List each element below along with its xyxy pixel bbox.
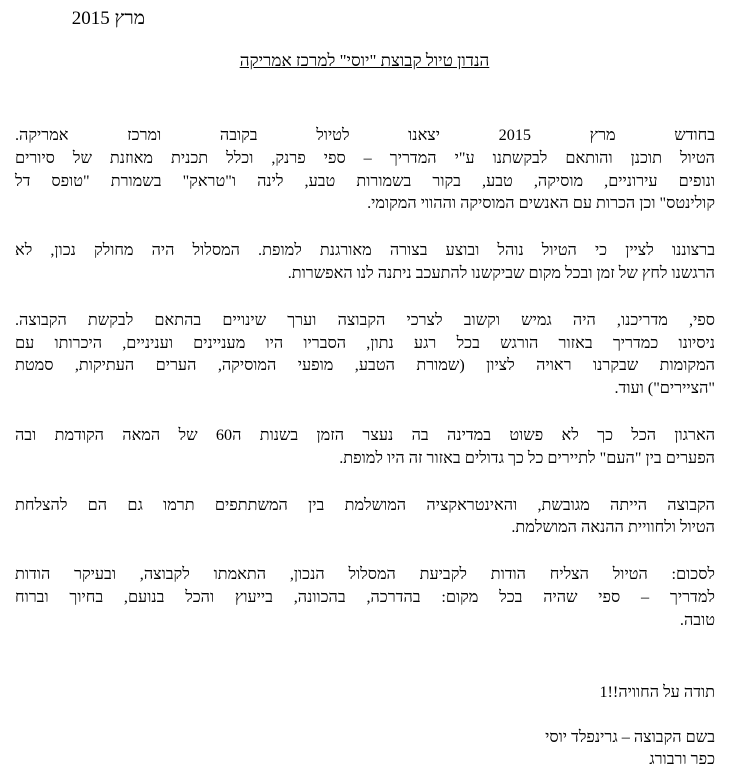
paragraph-line: קולינטס" וכן הכרות עם האנשים המוסיקה וההווי המקומי. (367, 194, 715, 213)
signature-name: בשם הקבוצה – גרינפלד יוסי (545, 728, 715, 746)
letter-subject: הנדון טיול קבוצת "יוסי" למרכז אמריקה (239, 51, 490, 70)
paragraph-line: הטיול ולחוויית ההנאה המושלמת. (511, 518, 715, 537)
paragraph-line: הטיול תוכנן והותאם לבקשתנו ע"י המדריך – ספי פרנק, וכלל תכנית מאוזנת של סיורים (15, 148, 715, 167)
letter-date: מרץ 2015 (71, 8, 145, 29)
paragraph-line: למדריך – ספי שהיה בכל מקום: בהדרכה, בהכוונה, בייעוץ והכל בנועם, בחיוך וברוח (15, 587, 715, 606)
signature-place: כפר ורבורג (649, 750, 715, 768)
paragraph-line: המקומות שבקרנו ראויה לציון (שמורת הטבע, מופעי המוסיקה, הערים העתיקות, סמטת (15, 356, 715, 375)
paragraph-line: "הציירים") ועוד. (614, 379, 715, 398)
paragraph-line: טובה. (679, 610, 715, 629)
letter-signature (545, 726, 715, 770)
paragraph-logistics (15, 424, 715, 470)
letter-thanks: תודה על החוויה!!1 (599, 683, 715, 701)
letter-body (15, 124, 715, 632)
paragraph-trip-intro (15, 124, 715, 215)
paragraph-line: ניסיונו כמדריך באזור הורגש בכל רגע נתון, הסבריו היו מעניינים ועניניים, היכרותו עם (15, 333, 715, 352)
paragraph-line: הקבוצה הייתה מגובשת, והאינטראקציה המושלמת בין המשתתפים תרמו גם הם להצלחת (15, 495, 715, 514)
paragraph-line: ונופים עירוניים, מוסיקה, טבע, בקור בשמורות טבע, לינה ו"טראק" בשמורת "טופס דל (15, 171, 715, 190)
paragraph-line: לסכום: הטיול הצליח הודות לקביעת המסלול הנכון, התאמתו לקבוצה, ובעיקר הודות (15, 565, 715, 584)
paragraph-line: ברצוננו לציין כי הטיול נוהל ובוצע בצורה מאורגנת למופת. המסלול היה מחולק נכון, לא (15, 241, 715, 260)
paragraph-organization (15, 239, 715, 285)
paragraph-guide (15, 309, 715, 400)
paragraph-line: ספי, מדריכנו, היה גמיש וקשוב לצרכי הקבוצה וערך שינויים בהתאם לבקשת הקבוצה. (15, 310, 715, 329)
paragraph-line: הפערים בין "העם" לתיירים כל כך גדולים באזור זה היו למופת. (339, 448, 715, 467)
paragraph-line: הארגון הכל כך לא פשוט במדינה בה נעצר הזמן בשנות ה60 של המאה הקודמת ובה (15, 425, 716, 444)
paragraph-line: בחודש מרץ 2015 יצאנו לטיול בקובה ומרכז אמריקה. (15, 126, 716, 144)
paragraph-summary (15, 563, 715, 631)
paragraph-line: הרגשנו לחץ של זמן ובכל מקום שביקשנו להתעכב ניתנה לנו האפשרות. (287, 263, 715, 282)
paragraph-group (15, 494, 715, 540)
